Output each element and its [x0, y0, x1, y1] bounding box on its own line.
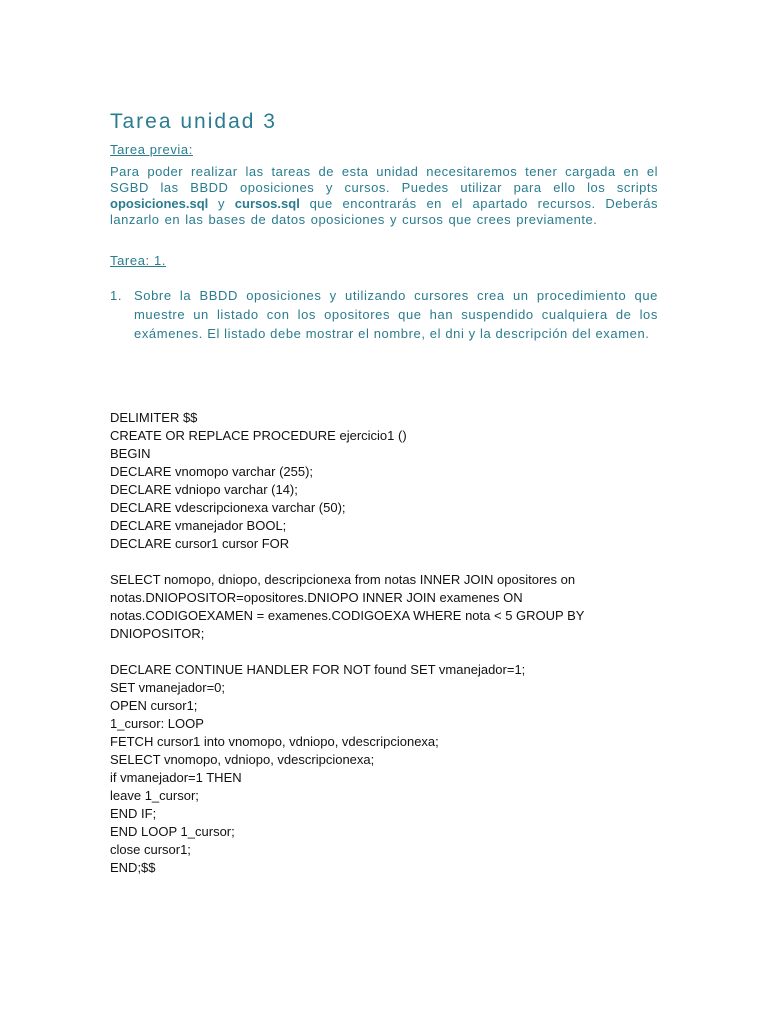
- code-line: [110, 553, 650, 571]
- code-line: SELECT nomopo, dniopo, descripcionexa from notas INNER JOIN opositores on: [110, 572, 576, 587]
- sql-code-block: [110, 409, 650, 877]
- code-line: SET vmanejador=0;: [110, 680, 226, 695]
- code-line: CREATE OR REPLACE PROCEDURE ejercicio1 (): [110, 428, 407, 443]
- code-line: DECLARE vnomopo varchar (255);: [110, 464, 314, 479]
- code-line: leave 1_cursor;: [110, 788, 199, 803]
- intro-text-2: y: [208, 196, 235, 211]
- code-line: DECLARE vdescripcionexa varchar (50);: [110, 500, 346, 515]
- code-line: END;$$: [110, 860, 156, 875]
- code-line: close cursor1;: [110, 842, 191, 857]
- section-label-tarea: Tarea: 1.: [110, 253, 166, 268]
- code-line: notas.CODIGOEXAMEN = examenes.CODIGOEXA WHERE nota < 5 GROUP BY: [110, 608, 585, 623]
- section-label-previa: Tarea previa:: [110, 142, 193, 157]
- code-line: END IF;: [110, 806, 157, 821]
- code-line: 1_cursor: LOOP: [110, 716, 204, 731]
- code-line: if vmanejador=1 THEN: [110, 770, 242, 785]
- task-text: Sobre la BBDD oposiciones y utilizando cursores crea un procedimiento que muestre un listado con los opositores que han suspendido cualquiera de los exámenes. El listado debe mostrar el nombre, el dni y la descripción del examen.: [134, 288, 658, 341]
- code-line: notas.DNIOPOSITOR=opositores.DNIOPO INNER JOIN examenes ON: [110, 590, 523, 605]
- script-filename-cursos: cursos.sql: [234, 196, 300, 211]
- task-item: [110, 286, 658, 343]
- intro-paragraph: [110, 164, 658, 228]
- script-filename-oposiciones: oposiciones.sql: [110, 196, 209, 211]
- code-line: SELECT vnomopo, vdniopo, vdescripcionexa;: [110, 752, 375, 767]
- code-line: DECLARE CONTINUE HANDLER FOR NOT found SET vmanejador=1;: [110, 662, 526, 677]
- intro-text-3: que encontrarás en el apartado recursos. Deberás lanzarlo en las bases de datos oposiciones y cursos que crees previamente.: [110, 196, 658, 227]
- code-line: DECLARE vmanejador BOOL;: [110, 518, 287, 533]
- code-line: BEGIN: [110, 446, 151, 461]
- task-number: 1.: [110, 288, 123, 303]
- code-line: [110, 643, 650, 661]
- intro-text-1: Para poder realizar las tareas de esta unidad necesitaremos tener cargada en el SGBD las BBDD oposiciones y cursos. Puedes utilizar para ello los scripts: [110, 164, 658, 195]
- code-line: OPEN cursor1;: [110, 698, 198, 713]
- code-line: DNIOPOSITOR;: [110, 626, 205, 641]
- code-line: DECLARE cursor1 cursor FOR: [110, 536, 290, 551]
- document-title: Tarea unidad 3: [110, 110, 277, 133]
- code-line: DELIMITER $$: [110, 410, 198, 425]
- code-line: END LOOP 1_cursor;: [110, 824, 235, 839]
- code-line: FETCH cursor1 into vnomopo, vdniopo, vdescripcionexa;: [110, 734, 439, 749]
- task-list: [110, 286, 658, 343]
- code-line: DECLARE vdniopo varchar (14);: [110, 482, 298, 497]
